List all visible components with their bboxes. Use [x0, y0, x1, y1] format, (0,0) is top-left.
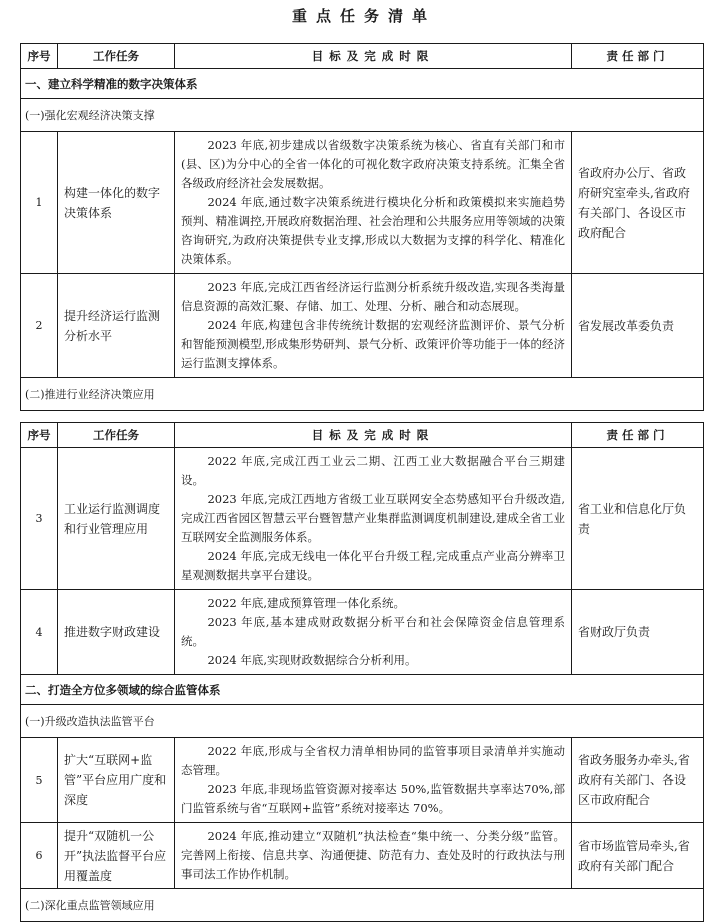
row-task: 提升“双随机一公开”执法监督平台应用覆盖度: [58, 823, 175, 889]
row-task: 工业运行监测调度和行业管理应用: [58, 448, 175, 590]
goal-paragraph: 2022 年底,形成与全省权力清单相协同的监管事项目录清单并实施动态管理。: [181, 744, 565, 777]
goal-paragraph: 2023 年底,完成江西省经济运行监测分析系统升级改造,实现各类海量信息资源的高效汇聚、存储、加工、处理、分析、融合和动态展现。: [181, 280, 565, 313]
row-goals: [175, 132, 572, 274]
goal-paragraph: 2023 年底,非现场监管资源对接率达 50%,监管数据共享率达70%,部门监管系统与省“互联网+监管”系统对接率达 70%。: [181, 782, 565, 815]
row-goals: [175, 590, 572, 675]
row-dept: 省发展改革委负责: [572, 274, 704, 378]
row-number: 6: [21, 823, 58, 889]
goal-paragraph: 2024 年底,实现财政数据综合分析利用。: [207, 653, 417, 667]
header-task: 工作任务: [58, 44, 175, 69]
row-goals: [175, 823, 572, 889]
table-row: [21, 274, 704, 378]
table-row: [21, 132, 704, 274]
row-task: 推进数字财政建设: [58, 590, 175, 675]
row-goals: [175, 448, 572, 590]
row-dept: 省政务服务办牵头,省政府有关部门、各设区市政府配合: [572, 738, 704, 823]
goal-paragraph: 2023 年底,基本建成财政数据分析平台和社会保障资金信息管理系统。: [181, 615, 565, 648]
header-dept: 责任部门: [572, 44, 704, 69]
row-number: 4: [21, 590, 58, 675]
row-task: 扩大“互联网+监管”平台应用广度和深度: [58, 738, 175, 823]
subsection-heading-1: (一)强化宏观经济决策支撑: [21, 99, 704, 132]
header-num: 序号: [21, 423, 58, 448]
row-goals: [175, 738, 572, 823]
table-row: [21, 823, 704, 889]
row-number: 1: [21, 132, 58, 274]
table-header-row: [21, 44, 704, 69]
goal-paragraph: 2024 年底,构建包含非传统统计数据的宏观经济监测评价、景气分析和智能预测模型,形成集形势研判、景气分析、政策评价等功能于一体的经济运行监测支撑体系。: [181, 318, 565, 370]
section-heading-2: 二、打造全方位多领域的综合监管体系: [21, 675, 704, 705]
subsection-heading-2: (二)推进行业经济决策应用: [21, 378, 704, 411]
goal-paragraph: 2022 年底,完成江西工业云二期、江西工业大数据融合平台三期建设。: [181, 454, 565, 487]
row-task: 构建一体化的数字决策体系: [58, 132, 175, 274]
task-table-1: [20, 43, 704, 411]
header-target: 目标及完成时限: [175, 423, 572, 448]
header-dept: 责任部门: [572, 423, 704, 448]
row-dept: 省工业和信息化厅负责: [572, 448, 704, 590]
task-table-2: [20, 422, 704, 922]
header-task: 工作任务: [58, 423, 175, 448]
page-title: 重点任务清单: [291, 7, 436, 25]
row-goals: [175, 274, 572, 378]
row-task: 提升经济运行监测分析水平: [58, 274, 175, 378]
subsection-heading-3: (一)升级改造执法监管平台: [21, 705, 704, 738]
header-target: 目标及完成时限: [175, 44, 572, 69]
goal-paragraph: 2023 年底,初步建成以省级数字决策系统为核心、省直有关部门和市(县、区)为分中心的全省一体化的可视化数字政府决策支持系统。汇集全省各级政府经济社会发展数据。: [181, 138, 565, 190]
table-header-row: [21, 423, 704, 448]
row-dept: 省市场监管局牵头,省政府有关部门配合: [572, 823, 704, 889]
header-num: 序号: [21, 44, 58, 69]
goal-paragraph: 2022 年底,建成预算管理一体化系统。: [207, 596, 406, 610]
goal-paragraph: 2024 年底,通过数字决策系统进行模块化分析和政策模拟来实施趋势预判、精准调控,开展政府数据治理、社会治理和公共服务应用等领域的决策咨询研究,为政府决策提供专业支撑,形成以大数据为支撑的科学化、精准化决策体系。: [181, 195, 565, 266]
section-heading-1: 一、建立科学精准的数字决策体系: [21, 69, 704, 99]
goal-paragraph: 2024 年底,推动建立“双随机”执法检查“集中统一、分类分级”监管。完善网上衔接、信息共享、沟通便捷、防范有力、查处及时的行政执法与刑事司法工作协作机制。: [181, 829, 565, 881]
goal-paragraph: 2023 年底,完成江西地方省级工业互联网安全态势感知平台升级改造,完成江西省园区智慧云平台暨智慧产业集群监测调度机制建设,建成全省工业互联网安全监测服务体系。: [181, 492, 565, 544]
table-row: [21, 590, 704, 675]
goal-paragraph: 2024 年底,完成无线电一体化平台升级工程,完成重点产业高分辨率卫星观测数据共享平台建设。: [181, 549, 565, 582]
subsection-heading-4: (二)深化重点监管领域应用: [21, 889, 704, 922]
row-number: 2: [21, 274, 58, 378]
row-number: 5: [21, 738, 58, 823]
row-dept: 省财政厅负责: [572, 590, 704, 675]
row-number: 3: [21, 448, 58, 590]
table-row: [21, 448, 704, 590]
table-row: [21, 738, 704, 823]
row-dept: 省政府办公厅、省政府研究室牵头,省政府有关部门、各设区市政府配合: [572, 132, 704, 274]
